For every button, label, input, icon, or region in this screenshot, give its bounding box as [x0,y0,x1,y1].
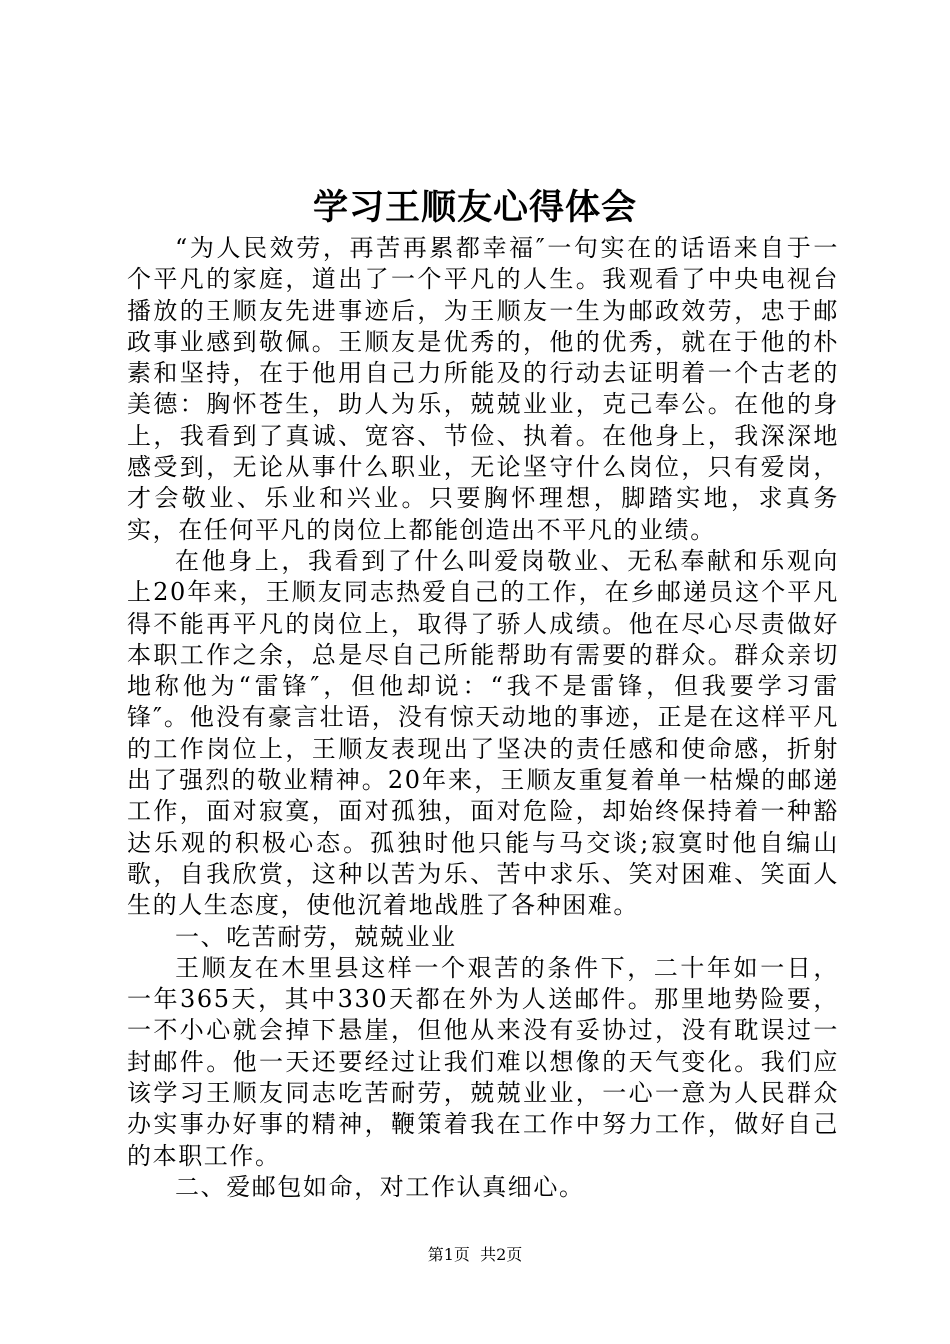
page-footer [0,1243,950,1267]
section-heading-1: 一、吃苦耐劳，兢兢业业 [175,922,457,951]
document-title: 学习王顺友心得体会 [312,188,637,228]
paragraph-intro: “为人民效劳，再苦再累都幸福″一句实在的话语来自于一个平凡的家庭，道出了一个平凡的人生。我观看了中央电视台播放的王顺友先进事迹后，为王顺友一生为邮政效劳，忠于邮政事业感到敬佩。王顺友是优秀的，他的优秀，就在于他的朴素和坚持，在于他用自己力所能及的行动去证明着一个古老的美德：胸怀苍生，助人为乐，兢兢业业，克己奉公。在他的身上，我看到了真诚、宽容、节俭、执着。在他身上，我深深地感受到，无论从事什么职业，无论坚守什么岗位，只有爱岗，才会敬业、乐业和兴业。只要胸怀理想，脚踏实地，求真务实，在任何平凡的岗位上都能创造出不平凡的业绩。 [127,234,839,544]
document-body [127,233,839,1203]
page-number: 第1页 [427,1245,470,1264]
paragraph-hard-work: 王顺友在木里县这样一个艰苦的条件下，二十年如一日，一年365天，其中330天都在外为人送邮件。那里地势险要，一不小心就会掉下悬崖，但他从来没有妥协过，没有耽误过一封邮件。他一天还要经过让我们难以想像的天气变化。我们应该学习王顺友同志吃苦耐劳，兢兢业业，一心一意为人民群众办实事办好事的精神，鞭策着我在工作中努力工作，做好自己的本职工作。 [127,953,839,1170]
paragraph-dedication: 在他身上，我看到了什么叫爱岗敬业、无私奉献和乐观向上20年来，王顺友同志热爱自己的工作，在乡邮递员这个平凡得不能再平凡的岗位上，取得了骄人成绩。他在尽心尽责做好本职工作之余，总是尽自己所能帮助有需要的群众。群众亲切地称他为“雷锋″，但他却说：“我不是雷锋，但我要学习雷锋″。他没有豪言壮语，没有惊天动地的事迹，正是在这样平凡的工作岗位上，王顺友表现出了坚决的责任感和使命感，折射出了强烈的敬业精神。20年来，王顺友重复着单一枯燥的邮递工作，面对寂寞，面对孤独，面对危险，却始终保持着一种豁达乐观的积极心态。孤独时他只能与马交谈;寂寞时他自编山歌，自我欣赏，这种以苦为乐、苦中求乐、笑对困难、笑面人生的人生态度，使他沉着地战胜了各种困难。 [127,546,839,920]
page-total: 共2页 [480,1245,523,1264]
section-heading-2: 二、爱邮包如命，对工作认真细心。 [175,1172,585,1201]
